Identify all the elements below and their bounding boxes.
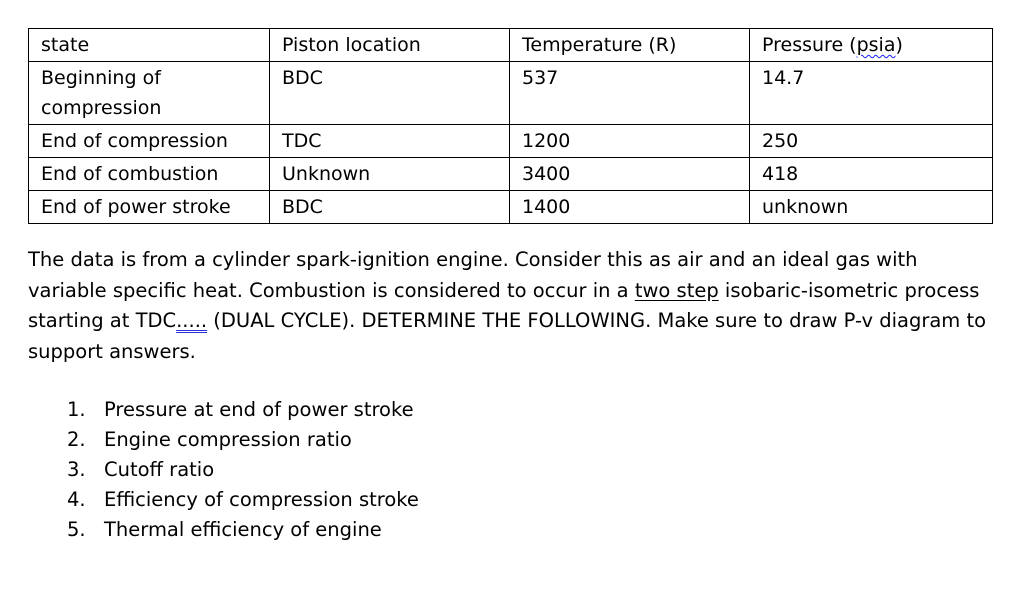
list-item-number: 2. xyxy=(67,428,86,451)
list-item-number: 4. xyxy=(67,488,86,511)
header-pressure-close: ) xyxy=(895,34,903,56)
table-row xyxy=(29,191,993,224)
header-pressure-unit: psia xyxy=(856,34,896,56)
cell-state: Beginning of compression xyxy=(29,62,270,125)
list-item-text: Thermal efficiency of engine xyxy=(104,518,382,541)
cell-pressure: 14.7 xyxy=(750,62,993,125)
header-pressure-label: Pressure ( xyxy=(762,34,857,56)
table-row xyxy=(29,125,993,158)
problem-text-dots: ..... xyxy=(176,309,208,332)
cell-pressure: 250 xyxy=(750,125,993,158)
list-item xyxy=(60,515,419,545)
cell-state: End of power stroke xyxy=(29,191,270,224)
problem-text-part3: (DUAL CYCLE). DETERMINE THE FOLLOWING. Make sure to draw P-v diagram to support answers. xyxy=(28,309,987,363)
cell-temperature: 3400 xyxy=(510,158,750,191)
problem-text-part1: The data is from a cylinder spark-ignition engine. Consider this as air and an ideal gas with variable specific heat. Combustion is considered to occur in a xyxy=(28,248,918,302)
header-state: state xyxy=(29,29,270,62)
cell-temperature: 537 xyxy=(510,62,750,125)
header-piston-location: Piston location xyxy=(270,29,510,62)
list-item xyxy=(60,485,419,515)
list-item-text: Engine compression ratio xyxy=(104,428,352,451)
list-item-number: 5. xyxy=(67,518,86,541)
table-row xyxy=(29,158,993,191)
cell-pressure: 418 xyxy=(750,158,993,191)
list-item xyxy=(60,395,419,425)
cell-pressure: unknown xyxy=(750,191,993,224)
cell-state: End of compression xyxy=(29,125,270,158)
problem-text-underlined: two step xyxy=(634,278,719,302)
table-row xyxy=(29,62,993,125)
problem-text-part2: isobaric-isometric process starting at TDC xyxy=(28,278,980,332)
header-pressure xyxy=(750,29,993,62)
list-item-number: 1. xyxy=(67,398,86,421)
cell-piston-location: BDC xyxy=(270,62,510,125)
header-temperature: Temperature (R) xyxy=(510,29,750,62)
problem-statement xyxy=(28,245,988,367)
cell-temperature: 1200 xyxy=(510,125,750,158)
list-item-text: Efficiency of compression stroke xyxy=(104,488,419,511)
list-item xyxy=(60,425,419,455)
cell-piston-location: TDC xyxy=(270,125,510,158)
list-item xyxy=(60,455,419,485)
cell-temperature: 1400 xyxy=(510,191,750,224)
cell-state: End of combustion xyxy=(29,158,270,191)
cell-piston-location: Unknown xyxy=(270,158,510,191)
engine-state-table xyxy=(28,28,993,224)
list-item-text: Cutoff ratio xyxy=(104,458,215,481)
question-list xyxy=(60,395,419,545)
list-item-number: 3. xyxy=(67,458,86,481)
list-item-text: Pressure at end of power stroke xyxy=(104,398,414,421)
cell-piston-location: BDC xyxy=(270,191,510,224)
table-header-row xyxy=(29,29,993,62)
